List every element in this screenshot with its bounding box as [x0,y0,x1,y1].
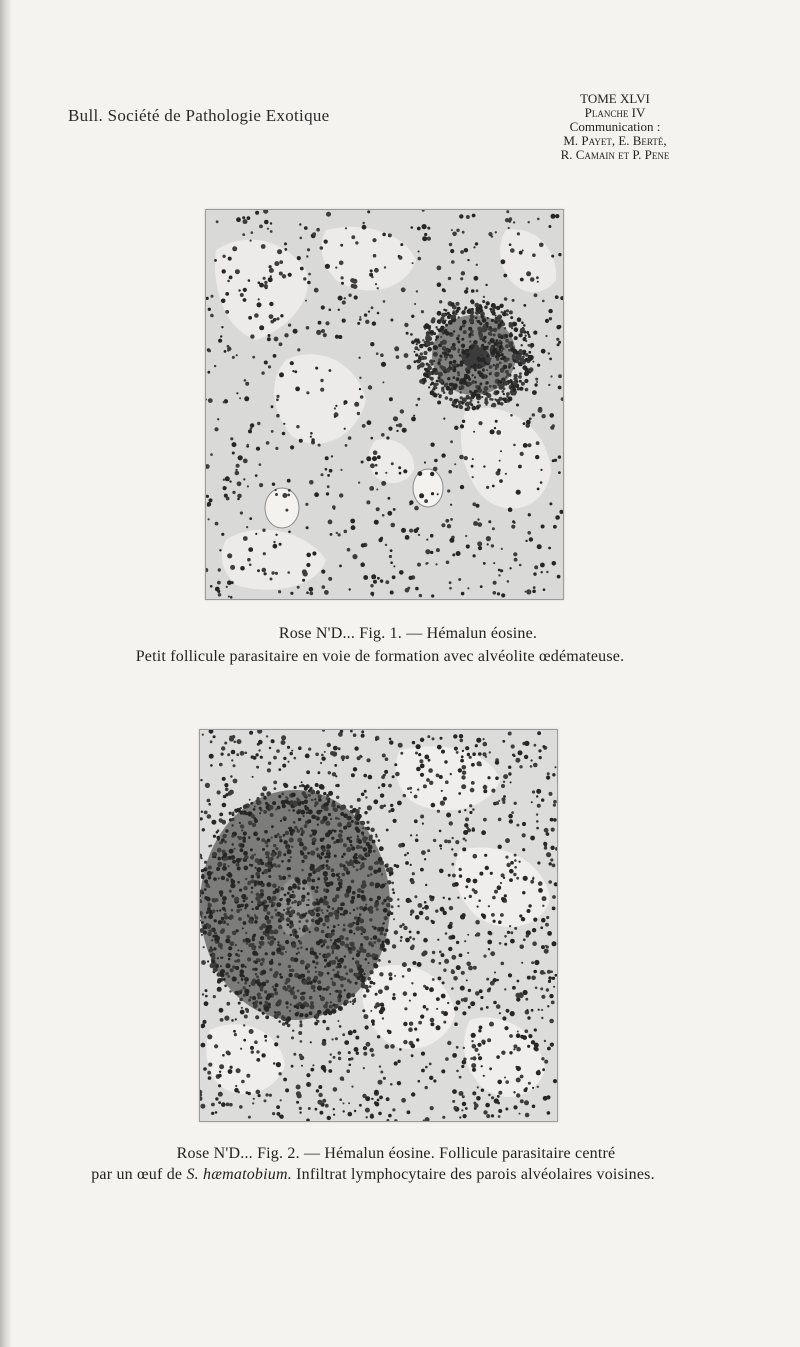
figure-1-caption-line-1: Rose N'D... Fig. 1. — Hémalun éosine. [278,625,538,642]
figure-2-caption-species: S. hæmatobium. [186,1166,292,1183]
micrograph-figure-1 [205,209,564,600]
figure-2-caption-prefix: par un œuf de [91,1166,187,1183]
micrograph-2-image [200,730,557,1121]
figure-2-caption-line-1: Rose N'D... Fig. 2. — Hémalun éosine. Follicule parasitaire centré [176,1145,616,1162]
journal-title: Bull. Société de Pathologie Exotique [68,106,330,125]
micrograph-figure-2 [199,729,558,1122]
plate-info [520,92,710,162]
authors-line-1: M. Payet, E. Berté, [563,133,667,148]
authors-line-2: R. Camain et P. Pene [560,147,670,162]
figure-1-caption-line-2: Petit follicule parasitaire en voie de formation avec alvéolite œdémateuse. [135,648,625,665]
micrograph-1-image [206,210,563,599]
figure-2-caption-line-2 [0,1166,773,1184]
communication-label: Communication : [569,119,661,134]
tome-label: TOME XLVI [580,91,650,106]
planche-label: Planche IV [584,105,646,120]
figure-2-caption-suffix: Infiltrat lymphocytaire des parois alvéolaires voisines. [291,1166,655,1183]
